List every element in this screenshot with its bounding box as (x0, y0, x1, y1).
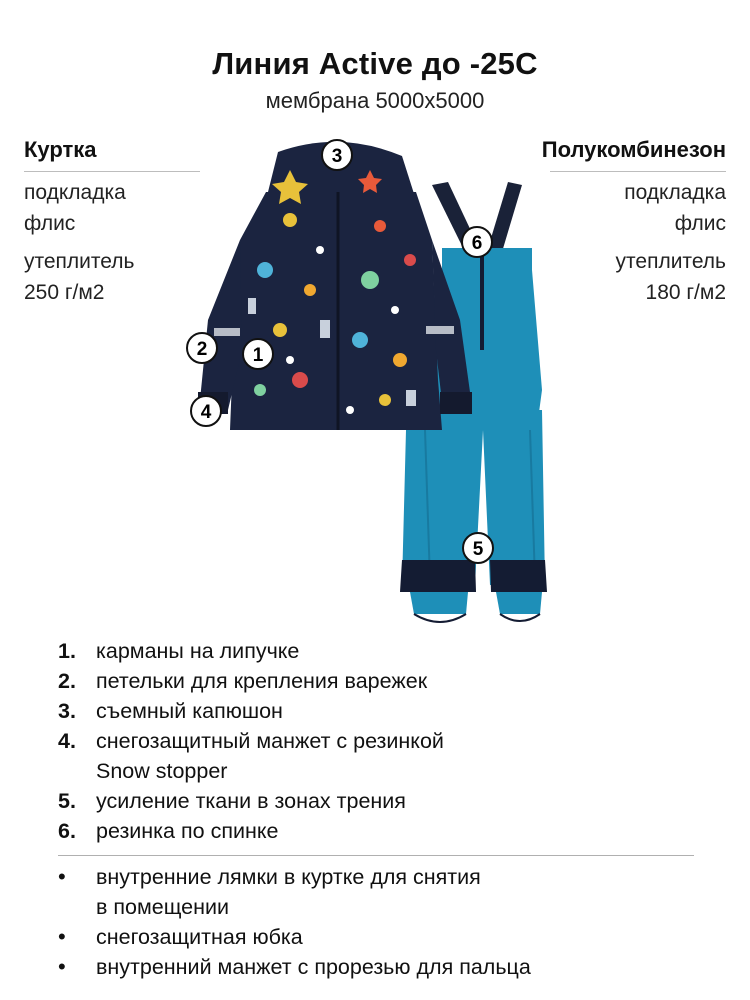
bullet-marker: • (58, 864, 66, 889)
extra-text-block (96, 862, 718, 922)
feature-number: 2. (58, 669, 76, 693)
feature-text: карманы на липучке (96, 639, 300, 663)
extras-list (58, 862, 718, 982)
callout-3 (322, 140, 352, 170)
extra-text: внутренний манжет с прорезью для пальца (96, 955, 531, 979)
callout-4-label: 4 (200, 402, 212, 423)
jacket-insulation (24, 246, 134, 308)
list-item (58, 726, 708, 786)
callout-3-label: 3 (331, 146, 343, 167)
feature-text: усиление ткани в зонах трения (96, 789, 406, 813)
feature-number: 6. (58, 819, 76, 843)
list-divider (58, 855, 694, 856)
feature-number: 5. (58, 789, 76, 813)
feature-text: резинка по спинке (96, 819, 279, 843)
feature-number: 3. (58, 699, 76, 723)
list-item (58, 636, 708, 666)
jacket-insulation-value: 250 г/м2 (24, 281, 105, 304)
list-item (58, 696, 708, 726)
feature-text-continued: Snow stopper (96, 759, 228, 783)
list-item (58, 666, 708, 696)
page-subtitle: мембрана 5000х5000 (265, 88, 485, 113)
product-illustration (170, 130, 570, 630)
callout-4 (191, 396, 221, 426)
overall-lining (624, 177, 726, 239)
callout-2 (187, 333, 217, 363)
page-title: Линия Active до -25С (212, 46, 538, 81)
list-item (58, 816, 708, 846)
overall-insulation (616, 246, 726, 308)
jacket-lining (24, 177, 126, 239)
bullet-marker: • (58, 954, 66, 979)
callout-6-label: 6 (471, 233, 483, 254)
bullet-marker: • (58, 924, 66, 949)
extra-text: внутренние лямки в куртке для снятия (96, 865, 481, 889)
overall-divider (550, 171, 726, 172)
callout-1 (243, 339, 273, 369)
overall-insulation-value: 180 г/м2 (645, 281, 726, 304)
features-list (58, 636, 708, 846)
overall-lining-value: флис (674, 212, 726, 235)
overall-heading: Полукомбинезон (541, 137, 726, 162)
feature-text: петельки для крепления варежек (96, 669, 428, 693)
jacket-lining-value: флис (24, 212, 76, 235)
callout-5-label: 5 (472, 539, 484, 560)
callout-5 (463, 533, 493, 563)
callout-6 (462, 227, 492, 257)
jacket-lining-label: подкладка (24, 181, 126, 204)
feature-text-block (96, 726, 708, 786)
jacket-image (198, 142, 472, 430)
jacket-insulation-label: утеплитель (24, 250, 135, 273)
list-item (58, 786, 708, 816)
callout-2-label: 2 (196, 339, 208, 360)
feature-text: съемный капюшон (96, 699, 283, 723)
product-svg (170, 130, 570, 630)
list-item (58, 862, 718, 922)
feature-number: 4. (58, 729, 76, 753)
overall-lining-label: подкладка (624, 181, 726, 204)
extra-text: снегозащитная юбка (96, 925, 303, 949)
callout-1-label: 1 (252, 345, 264, 366)
feature-text: снегозащитный манжет с резинкой (96, 729, 444, 753)
overall-insulation-label: утеплитель (615, 250, 726, 273)
extra-text-continued: в помещении (96, 895, 230, 919)
list-item (58, 952, 718, 982)
list-item (58, 922, 718, 952)
jacket-heading: Куртка (24, 137, 97, 162)
feature-number: 1. (58, 639, 76, 663)
